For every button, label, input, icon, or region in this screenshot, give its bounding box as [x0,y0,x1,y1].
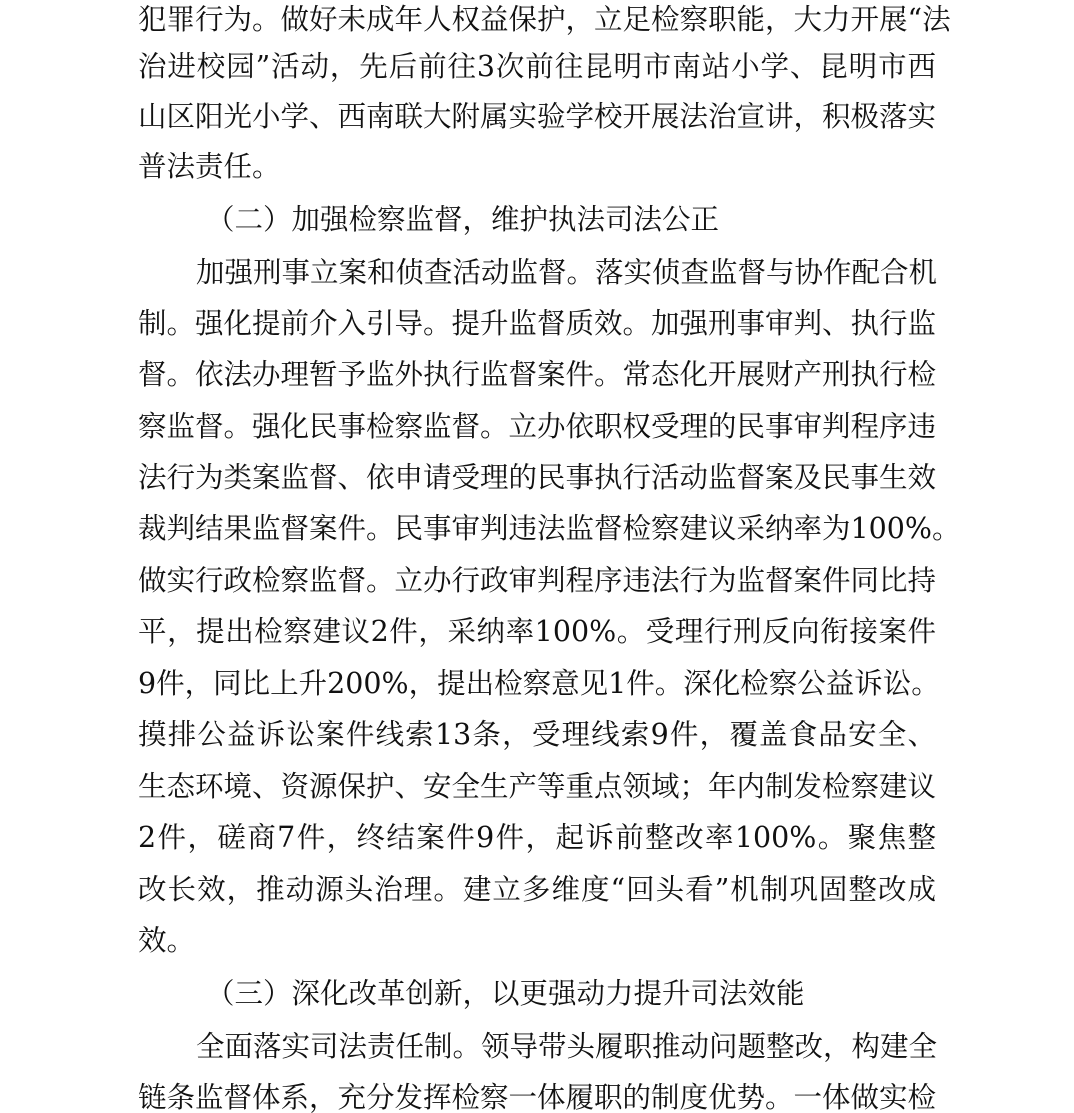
paragraph-line: 改长效，推动源头治理。建立多维度“回头看”机制巩固整改成 [138,873,936,906]
paragraph-line: 加强刑事立案和侦查活动监督。落实侦查监督与协作配合机 [196,256,938,289]
paragraph-line: 9件，同比上升200%，提出检察意见1件。深化检察公益诉讼。 [138,667,940,700]
paragraph-line: 平，提出检察建议2件，采纳率100%。受理行刑反向衔接案件 [138,615,936,648]
section-heading: （二）加强检察监督，维护执法司法公正 [206,203,720,236]
paragraph-line: 全面落实司法责任制。领导带头履职推动问题整改，构建全 [196,1030,938,1063]
paragraph-line: 治进校园”活动，先后前往3次前往昆明市南站小学、昆明市西 [138,50,936,83]
paragraph-line: 2件，磋商7件，终结案件9件，起诉前整改率100%。聚焦整 [138,821,936,854]
paragraph-line: 链条监督体系，充分发挥检察一体履职的制度优势。一体做实检 [138,1081,937,1113]
paragraph-line: 普法责任。 [138,150,281,183]
paragraph-line: 效。 [138,924,196,957]
paragraph-line: 犯罪行为。做好未成年人权益保护，立足检察职能，大力开展“法 [138,3,951,36]
paragraph-line: 法行为类案监督、依申请受理的民事执行活动监督案及民事生效 [138,461,937,494]
paragraph-line: 裁判结果监督案件。民事审判违法监督检察建议采纳率为100%。 [138,512,961,545]
paragraph-line: 察监督。强化民事检察监督。立办依职权受理的民事审判程序违 [138,410,937,443]
section-heading: （三）深化改革创新，以更强动力提升司法效能 [206,977,805,1010]
paragraph-line: 制。强化提前介入引导。提升监督质效。加强刑事审判、执行监 [138,307,937,340]
paragraph-line: 山区阳光小学、西南联大附属实验学校开展法治宣讲，积极落实 [138,100,937,133]
paragraph-line: 做实行政检察监督。立办行政审判程序违法行为监督案件同比持 [138,564,937,597]
paragraph-line: 摸排公益诉讼案件线索13条，受理线索9件，覆盖食品安全、 [138,718,936,751]
paragraph-line: 督。依法办理暂予监外执行监督案件。常态化开展财产刑执行检 [138,358,937,391]
paragraph-line: 生态环境、资源保护、安全生产等重点领域；年内制发检察建议 [138,770,937,803]
